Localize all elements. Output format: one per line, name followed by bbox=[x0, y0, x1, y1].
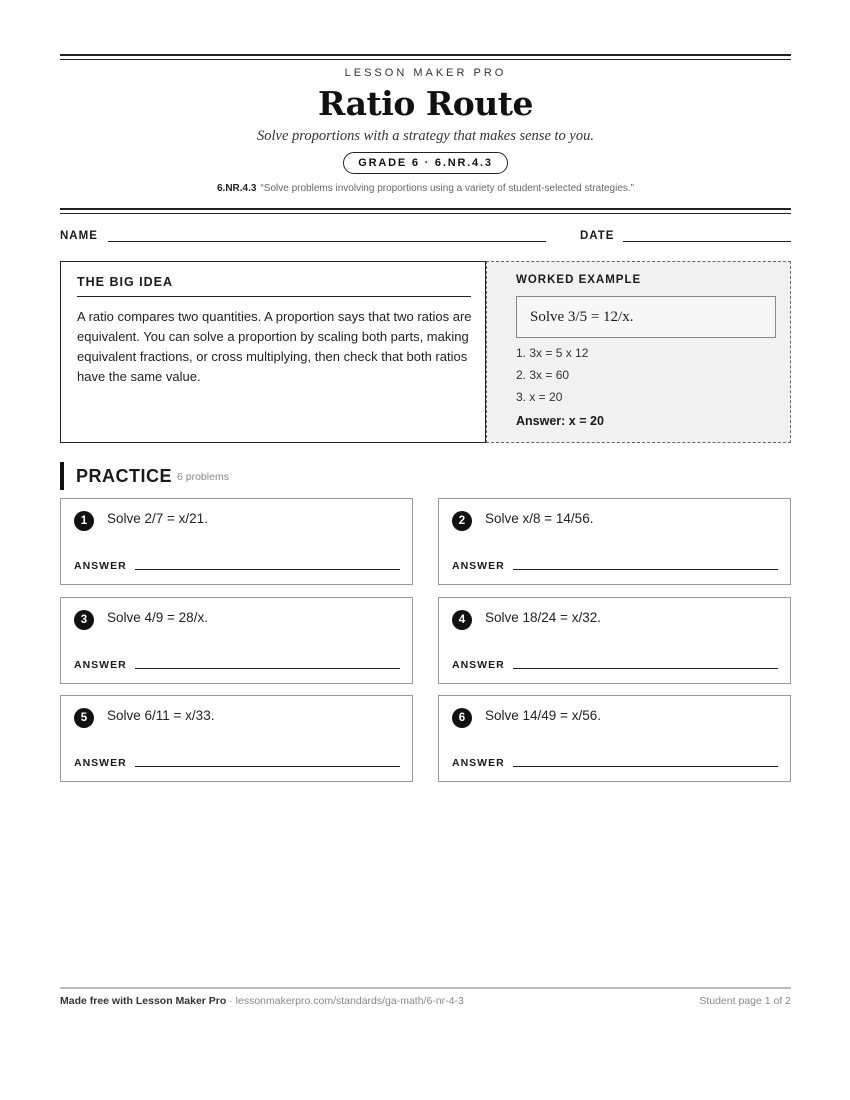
standard-line bbox=[60, 183, 791, 194]
worked-step: 3. x = 20 bbox=[516, 390, 563, 404]
problem-card-6 bbox=[438, 695, 791, 782]
problem-number: 6 bbox=[452, 708, 472, 728]
answer-field[interactable] bbox=[135, 766, 400, 767]
worked-example-heading: WORKED EXAMPLE bbox=[516, 274, 642, 286]
problem-card-2 bbox=[438, 498, 791, 585]
grade-badge-wrap bbox=[60, 152, 791, 174]
date-label: DATE bbox=[580, 230, 615, 242]
standard-text: “Solve problems involving proportions using a variety of student-selected strategies.” bbox=[260, 183, 634, 194]
answer-field[interactable] bbox=[513, 668, 778, 669]
name-field[interactable] bbox=[108, 241, 546, 242]
problem-text: Solve 18/24 = x/32. bbox=[485, 610, 601, 625]
problem-text: Solve 4/9 = 28/x. bbox=[107, 610, 208, 625]
problem-card-4 bbox=[438, 597, 791, 684]
problem-number: 1 bbox=[74, 511, 94, 531]
worked-example-answer: Answer: x = 20 bbox=[516, 414, 604, 428]
standard-code: 6.NR.4.3 bbox=[217, 183, 257, 194]
problem-text: Solve x/8 = 14/56. bbox=[485, 511, 594, 526]
big-idea-heading: THE BIG IDEA bbox=[77, 275, 471, 297]
worked-example-box bbox=[486, 261, 791, 443]
footer-url[interactable]: · lessonmakerpro.com/standards/ga-math/6-nr-4-3 bbox=[226, 995, 464, 1007]
practice-accent-bar bbox=[60, 462, 64, 490]
header-bottom-rule bbox=[60, 208, 791, 214]
answer-field[interactable] bbox=[135, 569, 400, 570]
footer-credit bbox=[60, 995, 464, 1007]
problem-text: Solve 2/7 = x/21. bbox=[107, 511, 208, 526]
answer-label: ANSWER bbox=[452, 757, 505, 769]
name-label: NAME bbox=[60, 230, 98, 242]
footer-page-number: Student page 1 of 2 bbox=[699, 995, 791, 1007]
grade-badge: GRADE 6 · 6.NR.4.3 bbox=[343, 152, 507, 174]
worksheet-subtitle: Solve proportions with a strategy that makes sense to you. bbox=[257, 128, 594, 144]
problem-number: 4 bbox=[452, 610, 472, 630]
problem-card-5 bbox=[60, 695, 413, 782]
student-info-row bbox=[60, 230, 791, 244]
worksheet-title: Ratio Route bbox=[317, 84, 533, 123]
answer-label: ANSWER bbox=[452, 560, 505, 572]
problem-text: Solve 6/11 = x/33. bbox=[107, 708, 215, 723]
date-field[interactable] bbox=[623, 241, 791, 242]
worked-example-problem: Solve 3/5 = 12/x. bbox=[516, 296, 776, 338]
answer-field[interactable] bbox=[513, 766, 778, 767]
worksheet-page bbox=[60, 0, 791, 1100]
problem-number: 2 bbox=[452, 511, 472, 531]
problem-number: 3 bbox=[74, 610, 94, 630]
worked-example-steps bbox=[516, 346, 588, 412]
answer-label: ANSWER bbox=[74, 560, 127, 572]
answer-label: ANSWER bbox=[452, 659, 505, 671]
problem-card-3 bbox=[60, 597, 413, 684]
practice-title: PRACTICE bbox=[76, 466, 173, 486]
problem-number: 5 bbox=[74, 708, 94, 728]
big-idea-text: A ratio compares two quantities. A proportion says that two ratios are equivalent. You can solve a proportion by scaling both parts, making equivalent fractions, or cross multiplying, then check that both ratios have the same value. bbox=[77, 309, 472, 384]
footer-made-with: Made free with Lesson Maker Pro bbox=[60, 995, 227, 1007]
problem-card-1 bbox=[60, 498, 413, 585]
big-idea-box bbox=[60, 261, 486, 443]
footer-rule bbox=[60, 987, 791, 989]
header-top-rule bbox=[60, 54, 791, 60]
answer-field[interactable] bbox=[513, 569, 778, 570]
practice-count: 6 problems bbox=[177, 471, 229, 483]
worked-step: 1. 3x = 5 x 12 bbox=[516, 346, 589, 360]
answer-label: ANSWER bbox=[74, 757, 127, 769]
brand-name: LESSON MAKER PRO bbox=[344, 67, 507, 79]
problem-text: Solve 14/49 = x/56. bbox=[485, 708, 601, 723]
answer-field[interactable] bbox=[135, 668, 400, 669]
worked-step: 2. 3x = 60 bbox=[516, 368, 570, 382]
answer-label: ANSWER bbox=[74, 659, 127, 671]
